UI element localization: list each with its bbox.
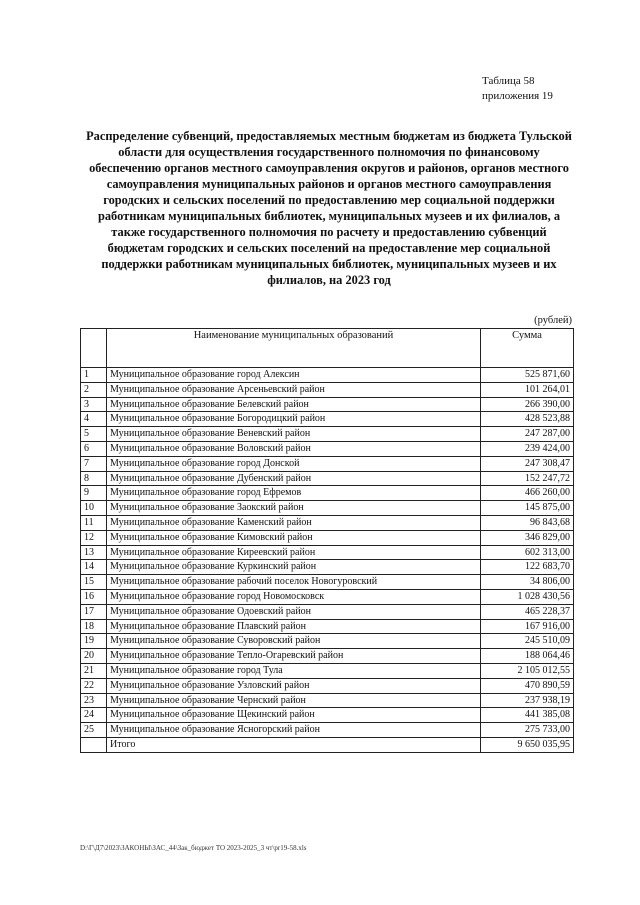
- row-number: 7: [81, 456, 107, 471]
- row-number: 11: [81, 515, 107, 530]
- caption-appendix: приложения 19: [482, 90, 553, 102]
- total-number: [81, 737, 107, 752]
- municipality-name: Муниципальное образование Веневский район: [107, 427, 481, 442]
- municipality-name: Муниципальное образование город Новомосковск: [107, 589, 481, 604]
- row-sum: 152 247,72: [481, 471, 574, 486]
- municipality-name: Муниципальное образование рабочий поселок Новогуровский: [107, 575, 481, 590]
- municipality-name: Муниципальное образование Куркинский район: [107, 560, 481, 575]
- row-number: 8: [81, 471, 107, 486]
- municipality-name: Муниципальное образование Воловский район: [107, 441, 481, 456]
- municipality-name: Муниципальное образование Кимовский район: [107, 530, 481, 545]
- row-number: 3: [81, 397, 107, 412]
- row-sum: 466 260,00: [481, 486, 574, 501]
- row-sum: 101 264,01: [481, 382, 574, 397]
- row-sum: 346 829,00: [481, 530, 574, 545]
- row-number: 25: [81, 723, 107, 738]
- table-row: [81, 678, 574, 693]
- row-number: 18: [81, 619, 107, 634]
- row-sum: 167 916,00: [481, 619, 574, 634]
- table-row: [81, 589, 574, 604]
- row-number: 24: [81, 708, 107, 723]
- row-sum: 266 390,00: [481, 397, 574, 412]
- table-caption: [482, 74, 553, 104]
- table-row: [81, 663, 574, 678]
- row-number: 19: [81, 634, 107, 649]
- municipality-name: Муниципальное образование Дубенский район: [107, 471, 481, 486]
- row-sum: 239 424,00: [481, 441, 574, 456]
- total-label: Итого: [107, 737, 481, 752]
- row-number: 6: [81, 441, 107, 456]
- row-number: 17: [81, 604, 107, 619]
- row-sum: 470 890,59: [481, 678, 574, 693]
- row-number: 14: [81, 560, 107, 575]
- row-sum: 275 733,00: [481, 723, 574, 738]
- row-number: 16: [81, 589, 107, 604]
- row-sum: 441 385,08: [481, 708, 574, 723]
- municipality-name: Муниципальное образование город Ефремов: [107, 486, 481, 501]
- row-number: 2: [81, 382, 107, 397]
- table-row: [81, 427, 574, 442]
- table-row: [81, 575, 574, 590]
- row-number: 23: [81, 693, 107, 708]
- row-sum: 247 308,47: [481, 456, 574, 471]
- municipality-name: Муниципальное образование Тепло-Огаревский район: [107, 649, 481, 664]
- row-sum: 34 806,00: [481, 575, 574, 590]
- municipality-name: Муниципальное образование Ясногорский район: [107, 723, 481, 738]
- row-number: 21: [81, 663, 107, 678]
- table-row: [81, 604, 574, 619]
- table-row: [81, 560, 574, 575]
- municipality-name: Муниципальное образование Чернский район: [107, 693, 481, 708]
- row-number: 9: [81, 486, 107, 501]
- municipality-name: Муниципальное образование Богородицкий район: [107, 412, 481, 427]
- table-row: [81, 382, 574, 397]
- header-number: [81, 329, 107, 368]
- row-number: 20: [81, 649, 107, 664]
- municipality-name: Муниципальное образование Киреевский район: [107, 545, 481, 560]
- caption-table-number: Таблица 58: [482, 75, 535, 87]
- row-sum: 247 287,00: [481, 427, 574, 442]
- row-number: 13: [81, 545, 107, 560]
- row-number: 5: [81, 427, 107, 442]
- file-path-footer: D:\Г\Д7\2023\ЗАКОНЫ\ЗАС_44\Зак_бюджет ТО 2023-2025_3 чт\pr19-58.xls: [80, 844, 307, 852]
- table-row: [81, 486, 574, 501]
- row-number: 1: [81, 368, 107, 383]
- table-row: [81, 471, 574, 486]
- row-sum: 2 105 012,55: [481, 663, 574, 678]
- table-row: [81, 530, 574, 545]
- municipality-name: Муниципальное образование город Алексин: [107, 368, 481, 383]
- municipality-name: Муниципальное образование Арсеньевский район: [107, 382, 481, 397]
- table-row: [81, 708, 574, 723]
- row-sum: 245 510,09: [481, 634, 574, 649]
- table-row: [81, 649, 574, 664]
- row-number: 12: [81, 530, 107, 545]
- row-number: 10: [81, 501, 107, 516]
- document-title: Распределение субвенций, предоставляемых местным бюджетам из бюджета Тульской области для осуществления государственного полномочия по финансовому обеспечению органов местного самоуправления округов и районов, органов местного самоуправления муниципальных районов и органов местного самоуправления городских и сельских поселений по предоставлению мер социальной поддержки работникам муниципальных библиотек, муниципальных музеев и их филиалов, а также государственного полномочия по расчету и предоставлению субвенций бюджетам городских и сельских поселений на предоставление мер социальной поддержки работникам муниципальных библиотек, муниципальных музеев и их филиалов, на 2023 год: [86, 129, 572, 287]
- table-row: [81, 368, 574, 383]
- row-sum: 96 843,68: [481, 515, 574, 530]
- row-sum: 525 871,60: [481, 368, 574, 383]
- municipality-name: Муниципальное образование Плавский район: [107, 619, 481, 634]
- municipality-name: Муниципальное образование город Тула: [107, 663, 481, 678]
- table-header-row: [81, 329, 574, 368]
- municipality-name: Муниципальное образование Одоевский район: [107, 604, 481, 619]
- row-sum: 145 875,00: [481, 501, 574, 516]
- municipality-name: Муниципальное образование Белевский район: [107, 397, 481, 412]
- table-row: [81, 397, 574, 412]
- subsidies-table: [80, 328, 574, 753]
- row-sum: 188 064,46: [481, 649, 574, 664]
- total-row: [81, 737, 574, 752]
- row-sum: 428 523,88: [481, 412, 574, 427]
- header-name: Наименование муниципальных образований: [107, 329, 481, 368]
- municipality-name: Муниципальное образование Каменский район: [107, 515, 481, 530]
- table-row: [81, 545, 574, 560]
- table-row: [81, 412, 574, 427]
- municipality-name: Муниципальное образование Щекинский район: [107, 708, 481, 723]
- row-sum: 1 028 430,56: [481, 589, 574, 604]
- municipality-name: Муниципальное образование Суворовский район: [107, 634, 481, 649]
- row-number: 15: [81, 575, 107, 590]
- unit-label: (рублей): [534, 315, 572, 326]
- row-sum: 237 938,19: [481, 693, 574, 708]
- municipality-name: Муниципальное образование Заокский район: [107, 501, 481, 516]
- row-sum: 465 228,37: [481, 604, 574, 619]
- header-sum: Сумма: [481, 329, 574, 368]
- row-number: 22: [81, 678, 107, 693]
- municipality-name: Муниципальное образование Узловский район: [107, 678, 481, 693]
- table-row: [81, 693, 574, 708]
- row-number: 4: [81, 412, 107, 427]
- table-row: [81, 501, 574, 516]
- row-sum: 602 313,00: [481, 545, 574, 560]
- table-row: [81, 515, 574, 530]
- row-sum: 122 683,70: [481, 560, 574, 575]
- municipality-name: Муниципальное образование город Донской: [107, 456, 481, 471]
- table-row: [81, 723, 574, 738]
- table-row: [81, 441, 574, 456]
- table-row: [81, 619, 574, 634]
- table-row: [81, 634, 574, 649]
- total-sum: 9 650 035,95: [481, 737, 574, 752]
- table-row: [81, 456, 574, 471]
